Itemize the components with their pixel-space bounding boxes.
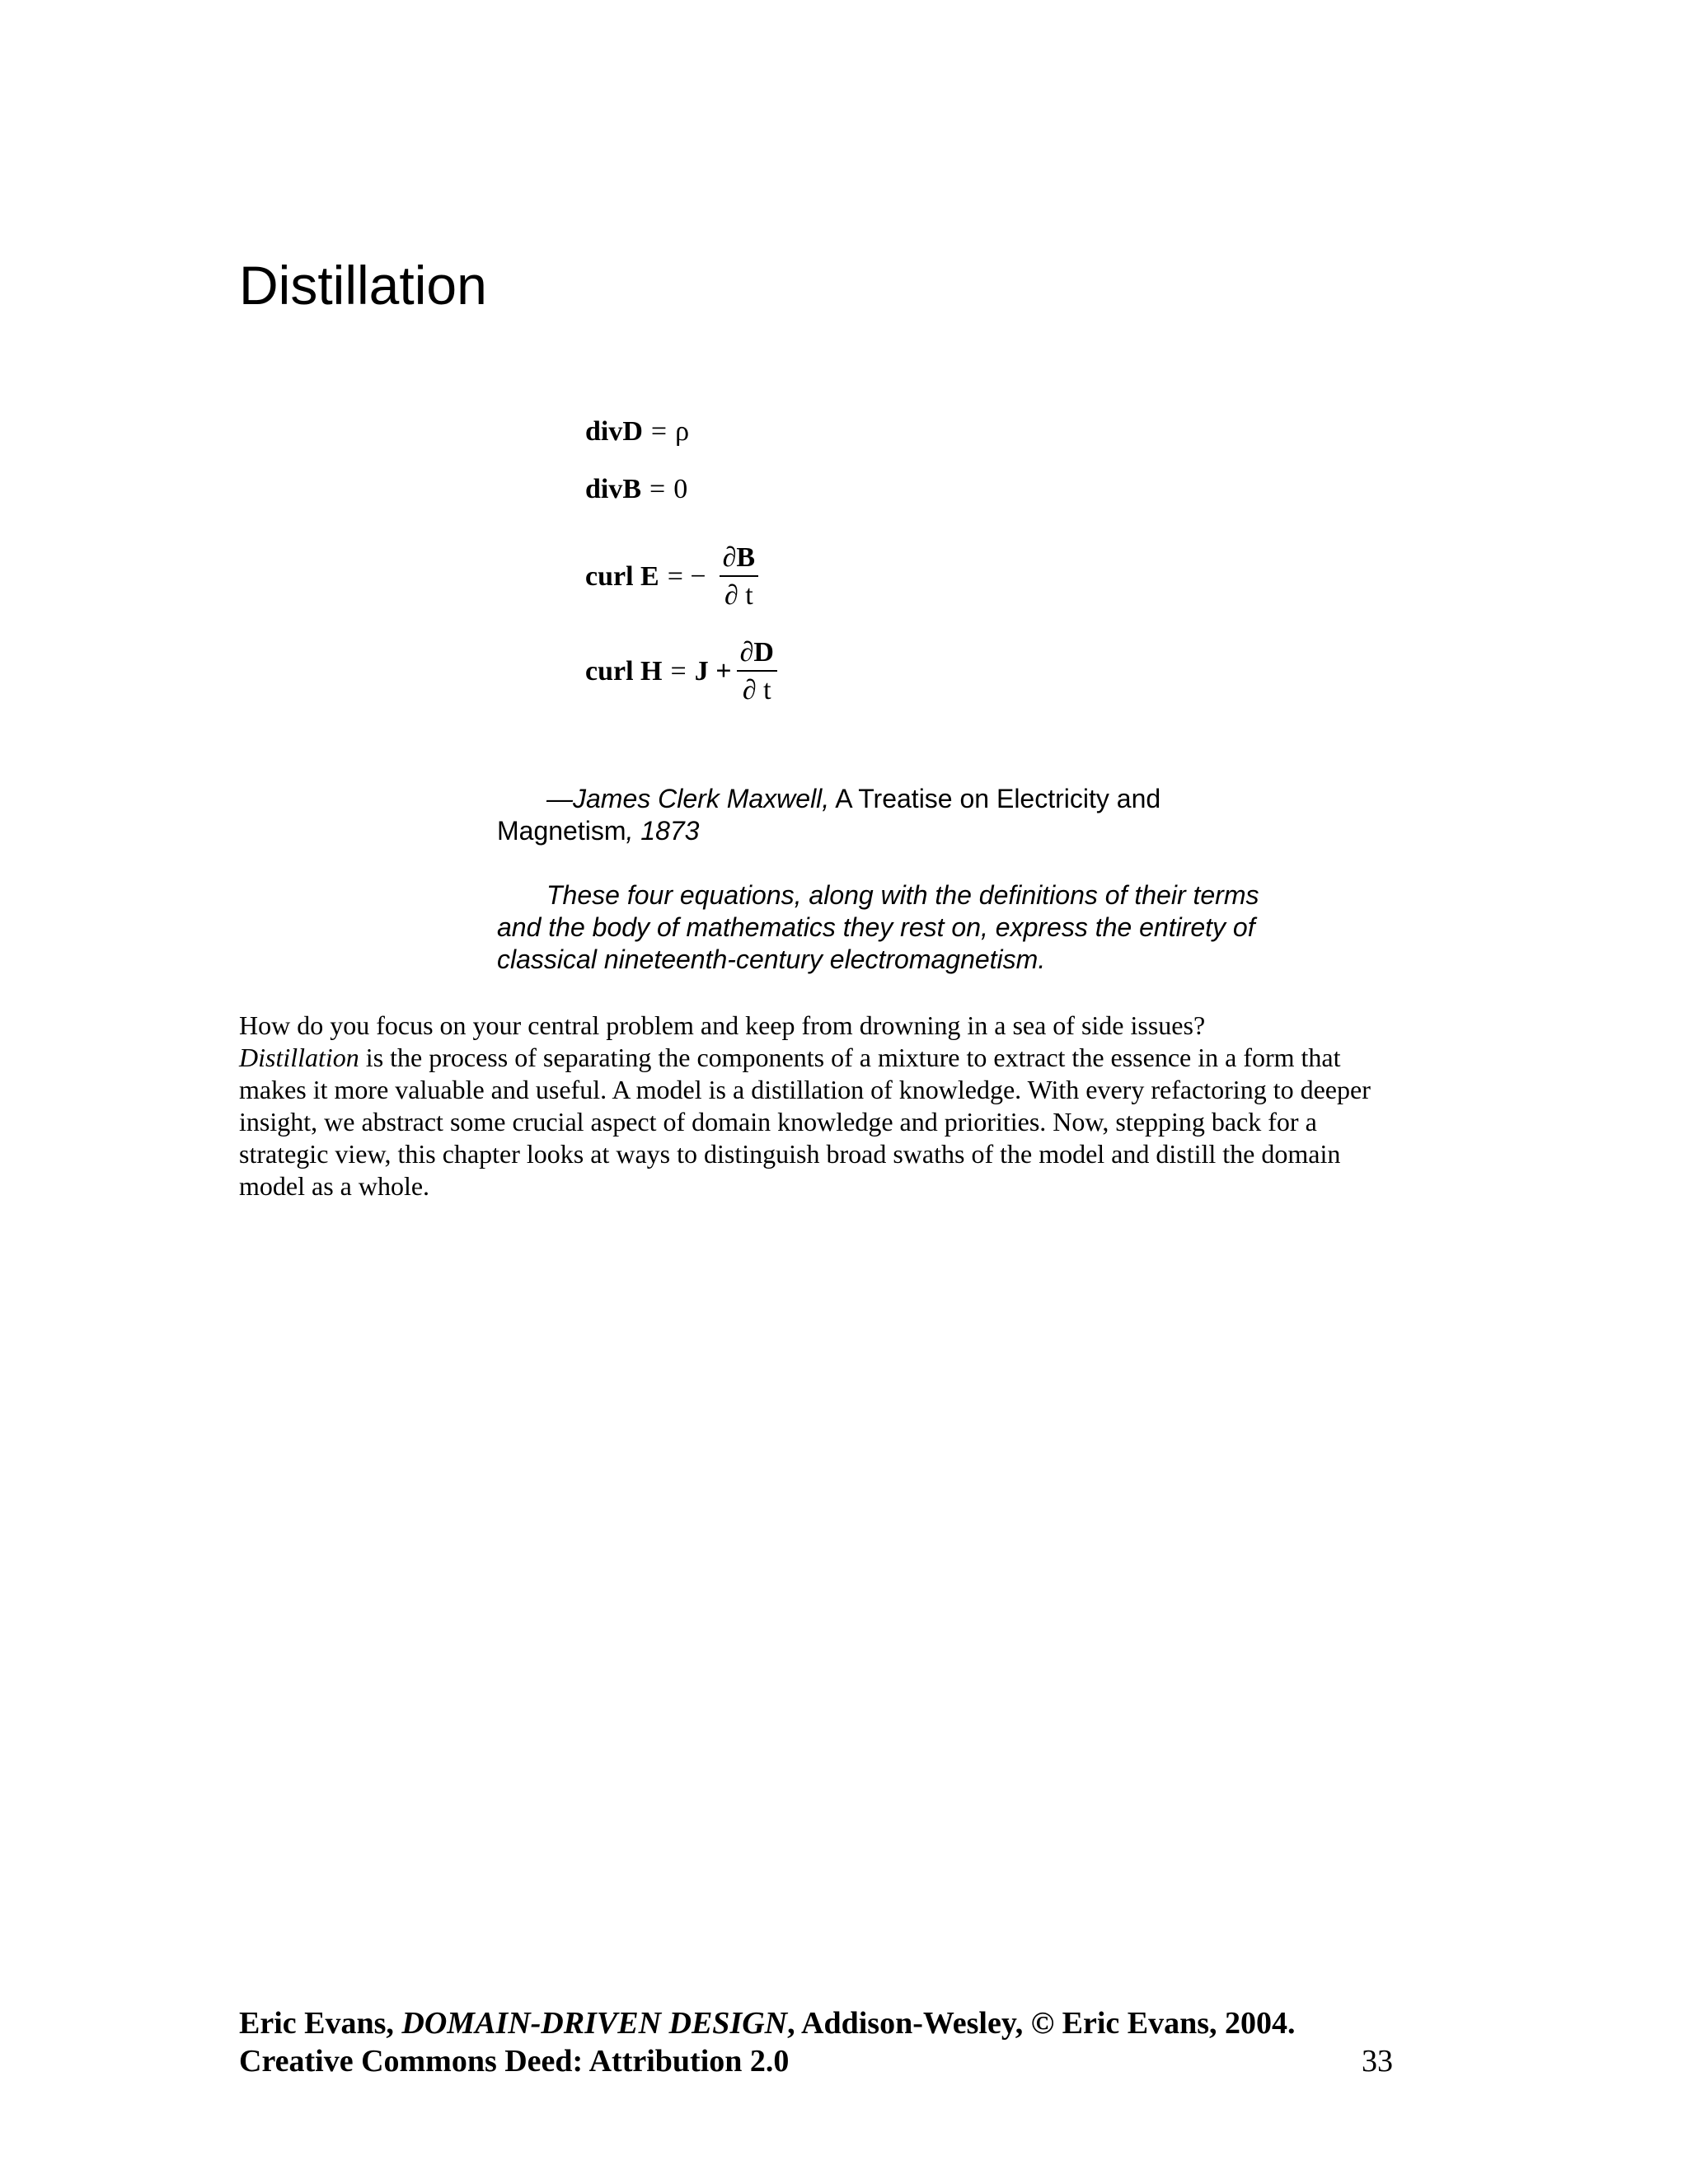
equation-div-b: div B = 0	[585, 474, 688, 504]
equation-curl-h: curl H = J + $\frac{\partial D}{\partial t}$	[585, 639, 777, 705]
epigraph-author: —James Clerk Maxwell,	[546, 784, 830, 813]
distillation-term: Distillation	[239, 1043, 359, 1072]
fraction: $\frac{\partial D}{\partial t}$	[737, 639, 777, 705]
equation-curl-e: curl E = − $\frac{\partial B}{\partial t}$	[585, 544, 758, 610]
equation-div-d: div D = ρ	[585, 416, 690, 447]
footer-license: Creative Commons Deed: Attribution 2.0	[239, 2044, 790, 2079]
epigraph-attribution	[497, 783, 1288, 847]
footer-citation: Eric Evans, DOMAIN-DRIVEN DESIGN, Addison-Wesley, © Eric Evans, 2004.	[239, 2006, 1296, 2041]
page-footer	[239, 2004, 1393, 2080]
epigraph-commentary: These four equations, along with the definitions of their terms and the body of mathematics they rest on, express the entirety of classical nineteenth-century electromagnetism.	[497, 880, 1259, 974]
fraction: $\frac{\partial B}{\partial t}$	[720, 544, 758, 610]
body-paragraph: How do you focus on your central problem and keep from drowning in a sea of side issues? Distillation is the process of separating the components of a mixture to extract the essence in a form that makes it more valuable and useful. A model is a distillation of knowledge. With every refactoring to deeper insight, we abstract some crucial aspect of domain knowledge and priorities. Now, stepping back for a strategic view, this chapter looks at ways to distinguish broad swaths of the model and distill the domain model as a whole.	[239, 1010, 1371, 1201]
chapter-title: Distillation	[239, 255, 487, 316]
epigraph-year: , 1873	[626, 816, 700, 846]
page-number: 33	[1362, 2044, 1393, 2079]
book-title: DOMAIN-DRIVEN DESIGN	[401, 2006, 788, 2041]
epigraph-work: A Treatise on Electricity and Magnetism	[497, 784, 1161, 846]
